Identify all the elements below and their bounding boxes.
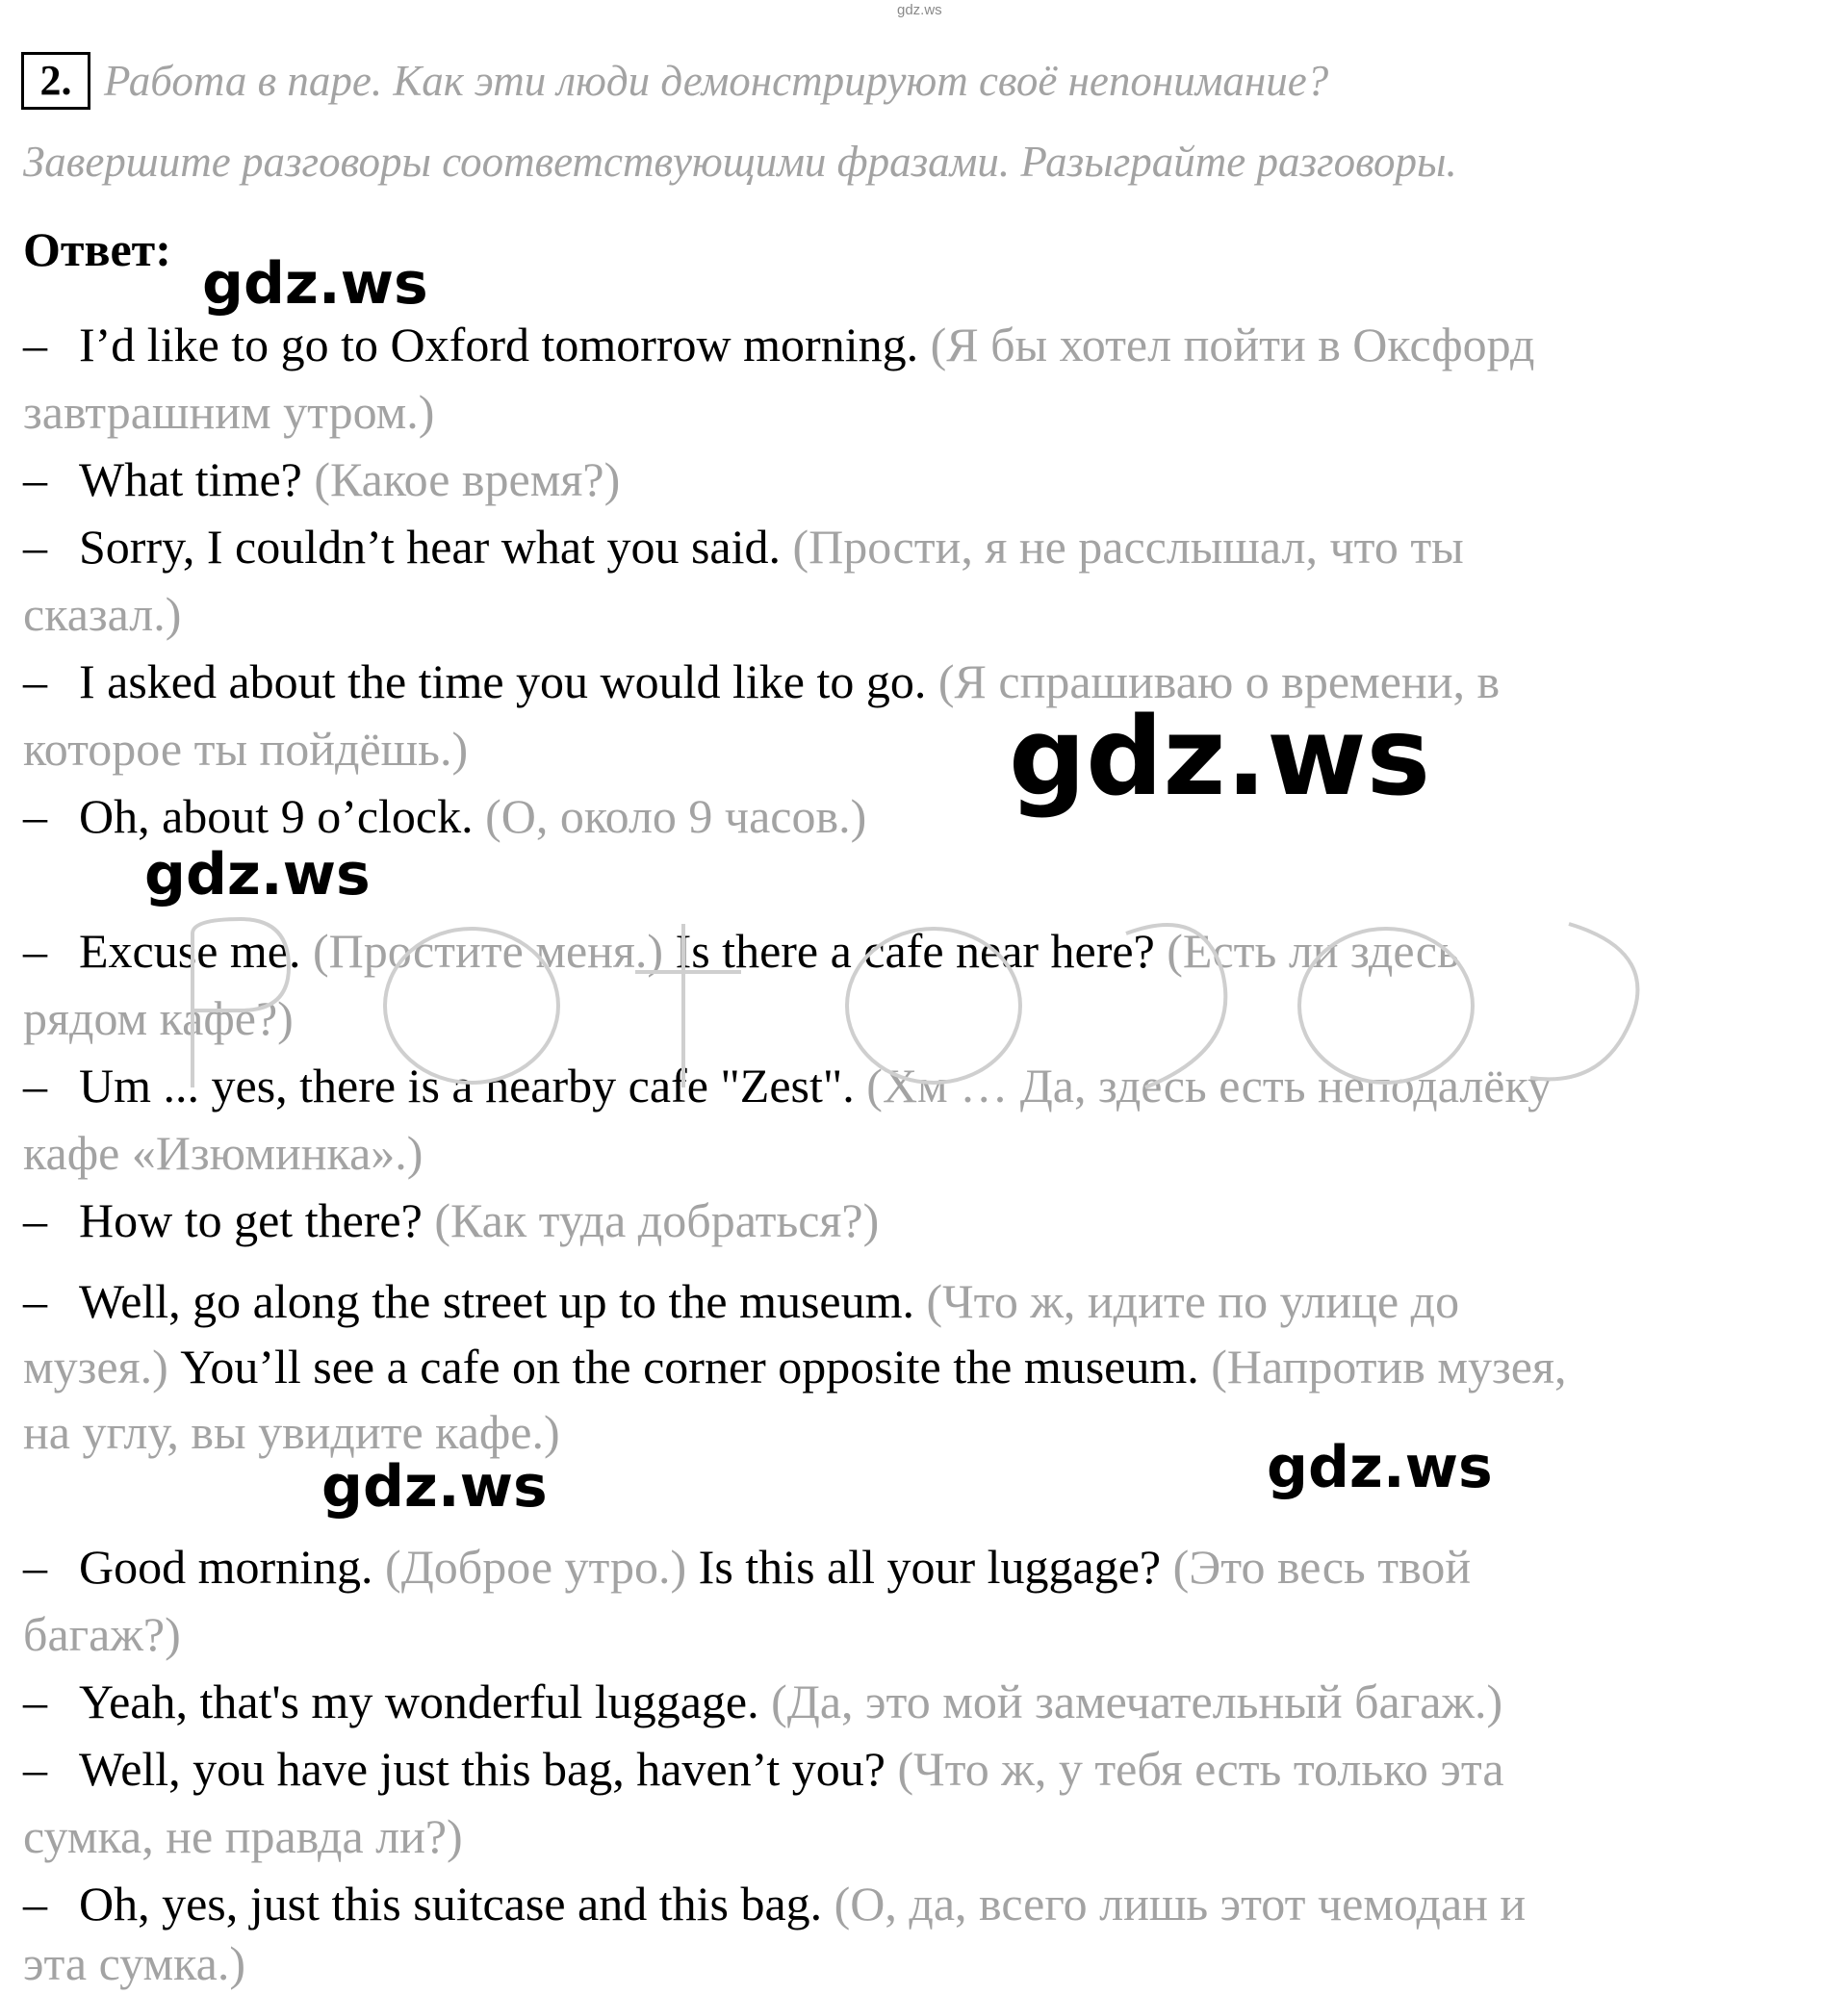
dash: – [23, 924, 47, 978]
dash: – [23, 654, 47, 708]
dialogue-line [23, 1934, 245, 1992]
english-text: What time? [79, 452, 315, 506]
russian-translation: (Да, это мой замечательный багаж.) [771, 1675, 1503, 1728]
english-text: Excuse me. [79, 924, 313, 978]
dash: – [23, 1675, 47, 1728]
russian-translation: которое ты пойдёшь.) [23, 722, 469, 776]
dialogue-line [23, 1124, 423, 1182]
dash: – [23, 1540, 47, 1594]
dash: – [23, 1742, 47, 1796]
dialogue-line [23, 787, 866, 845]
russian-translation: (Я бы хотел пойти в Оксфорд [930, 318, 1535, 371]
english-text: Oh, about 9 o’clock. [79, 789, 486, 843]
dialogue-line [23, 922, 1459, 980]
russian-translation: кафе «Изюминка».) [23, 1126, 424, 1180]
dialogue-line [23, 1875, 1526, 1932]
dialogue-line [23, 316, 1534, 373]
dash: – [23, 520, 47, 574]
english-text: You’ll see a cafe on the corner opposite the museum. [167, 1340, 1212, 1394]
watermark: gdz.ws [144, 841, 371, 908]
russian-translation: (Напротив музея, [1211, 1340, 1567, 1394]
russian-translation: (Это весь твой [1172, 1540, 1472, 1594]
dialogue-line [23, 989, 294, 1047]
russian-translation: музея.) [23, 1340, 168, 1394]
dialogue-line [23, 1740, 1504, 1798]
dialogue-line [23, 1538, 1471, 1596]
english-text: Well, you have just this bag, haven’t you? [79, 1742, 898, 1796]
russian-translation: багаж?) [23, 1607, 181, 1661]
english-text: How to get there? [79, 1193, 435, 1247]
dash: – [23, 1274, 47, 1328]
instruction-line-2: Завершите разговоры соответствующими фразами. Разыграйте разговоры. [23, 138, 1457, 186]
english-text: I asked about the time you would like to go. [79, 654, 938, 708]
russian-translation: рядом кафе?) [23, 991, 294, 1045]
english-text: Is there a cafe near here? [663, 924, 1168, 978]
dialogue-line [23, 585, 181, 643]
dash: – [23, 1877, 47, 1931]
watermark: gdz.ws [321, 1453, 548, 1521]
russian-translation: (Есть ли здесь [1167, 924, 1459, 978]
english-text: Is this all your luggage? [686, 1540, 1173, 1594]
russian-translation: (Что ж, идите по улице до [926, 1274, 1460, 1328]
answer-label: Ответ: [23, 222, 171, 276]
watermark: gdz.ws [1267, 1434, 1493, 1501]
english-text: I’d like to go to Oxford tomorrow morning. [79, 318, 931, 371]
dialogue-line [23, 518, 1464, 575]
russian-translation: сумка, не правда ли?) [23, 1809, 463, 1863]
dialogue-line [23, 1807, 463, 1865]
english-text: Yeah, that's my wonderful luggage. [79, 1675, 772, 1728]
english-text: Good morning. [79, 1540, 386, 1594]
dialogue-line [23, 450, 620, 508]
english-text: Oh, yes, just this suitcase and this bag. [79, 1877, 834, 1931]
dialogue-line [23, 1272, 1459, 1330]
watermark: gdz.ws [1009, 695, 1431, 820]
dialogue-line [23, 720, 468, 778]
russian-translation: завтрашним утром.) [23, 385, 435, 439]
dash: – [23, 789, 47, 843]
dialogue-line [23, 383, 434, 441]
dialogue-line [23, 1057, 1552, 1114]
russian-translation: (Хм … Да, здесь есть неподалёку [866, 1059, 1553, 1113]
russian-translation: (Какое время?) [314, 452, 621, 506]
dialogue-line [23, 1191, 879, 1249]
dialogue-line [23, 1338, 1566, 1395]
watermark: gdz.ws [202, 250, 428, 318]
dash: – [23, 318, 47, 371]
russian-translation: (О, да, всего лишь этот чемодан и [834, 1877, 1527, 1931]
russian-translation: сказал.) [23, 587, 182, 641]
site-mark: gdz.ws [897, 2, 942, 18]
english-text: Well, go along the street up to the museum. [79, 1274, 927, 1328]
dash: – [23, 1059, 47, 1113]
dialogue-line [23, 1673, 1502, 1730]
english-text: Sorry, I couldn’t hear what you said. [79, 520, 793, 574]
russian-translation: (Как туда добраться?) [434, 1193, 880, 1247]
russian-translation: (Простите меня.) [312, 924, 664, 978]
russian-translation: на углу, вы увидите кафе.) [23, 1405, 560, 1459]
english-text: Um ... yes, there is a nearby cafe "Zest". [79, 1059, 867, 1113]
dialogue-line [23, 1403, 560, 1461]
russian-translation: эта сумка.) [23, 1936, 246, 1990]
instruction-line-1: Работа в паре. Как эти люди демонстрируют своё непонимание? [104, 57, 1329, 105]
dialogue-line [23, 1605, 181, 1663]
russian-translation: (Прости, я не расслышал, что ты [792, 520, 1464, 574]
russian-translation: (Что ж, у тебя есть только эта [897, 1742, 1504, 1796]
russian-translation: (Доброе утро.) [385, 1540, 687, 1594]
russian-translation: (Я спрашиваю о времени, в [937, 654, 1501, 708]
task-number-box: 2. [21, 52, 90, 110]
dash: – [23, 452, 47, 506]
dash: – [23, 1193, 47, 1247]
russian-translation: (О, около 9 часов.) [485, 789, 867, 843]
